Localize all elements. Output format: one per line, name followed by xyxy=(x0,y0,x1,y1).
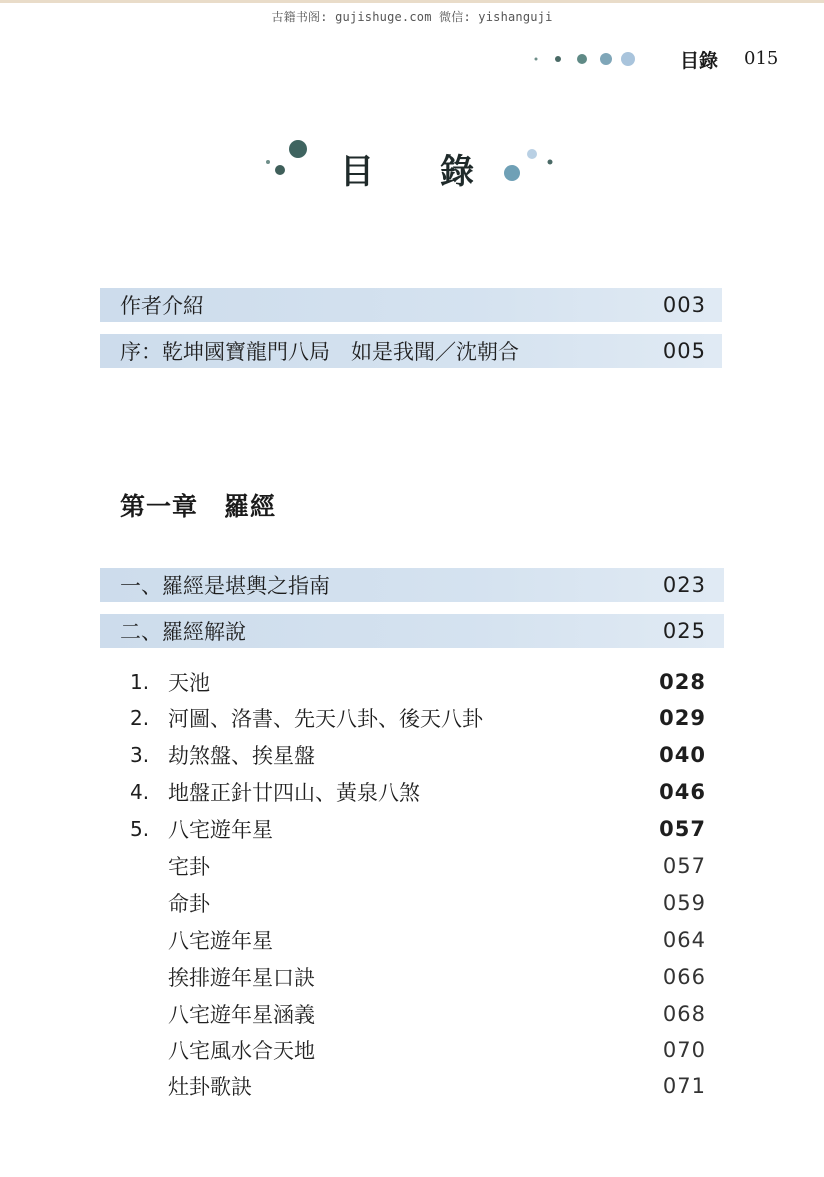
toc-item-number: 3. xyxy=(130,743,150,767)
toc-item-page: 040 xyxy=(659,743,706,767)
header-dots-decoration xyxy=(530,48,650,70)
toc-subitem-title: 八宅風水合天地 xyxy=(168,1039,315,1063)
toc-item[interactable] xyxy=(130,814,706,844)
toc-subitem[interactable] xyxy=(168,851,706,881)
toc-subitem-page: 059 xyxy=(662,891,706,915)
title-char-1: 目 xyxy=(340,152,374,192)
watermark: 古籍书阁: gujishuge.com 微信: yishanguji xyxy=(271,10,553,24)
toc-item-page: 029 xyxy=(659,706,706,730)
toc-item-title: 八宅遊年星 xyxy=(168,818,273,842)
toc-subitem-title: 八宅遊年星涵義 xyxy=(168,1003,315,1027)
running-page-number: 015 xyxy=(744,48,779,69)
top-border xyxy=(0,0,824,3)
toc-subitem-title: 命卦 xyxy=(168,892,210,916)
toc-entry-page: 003 xyxy=(662,293,706,317)
toc-item-number: 5. xyxy=(130,817,150,841)
toc-subitem-page: 070 xyxy=(662,1038,706,1062)
toc-subitem-title: 灶卦歌訣 xyxy=(168,1075,252,1099)
toc-subitem-page: 071 xyxy=(662,1074,706,1098)
page-title xyxy=(260,132,560,192)
toc-entry-title: 二、羅經解說 xyxy=(120,620,246,644)
toc-item-title: 天池 xyxy=(168,671,210,695)
toc-entry-title: 序：乾坤國寶龍門八局 如是我聞／沈朝合 xyxy=(120,340,519,364)
toc-subitem-title: 挨排遊年星口訣 xyxy=(168,966,315,990)
toc-entry[interactable] xyxy=(120,614,706,648)
toc-item[interactable] xyxy=(130,667,706,697)
toc-subitem-page: 068 xyxy=(662,1002,706,1026)
toc-subitem[interactable] xyxy=(168,962,706,992)
toc-subitem-page: 057 xyxy=(662,854,706,878)
toc-subitem-title: 宅卦 xyxy=(168,855,210,879)
toc-item-title: 河圖、洛書、先天八卦、後天八卦 xyxy=(168,707,483,731)
toc-item[interactable] xyxy=(130,740,706,770)
toc-item-number: 1. xyxy=(130,670,150,694)
toc-subitem-page: 066 xyxy=(662,965,706,989)
toc-item-page: 028 xyxy=(659,670,706,694)
running-title: 目錄 xyxy=(680,50,719,72)
toc-item-number: 4. xyxy=(130,780,150,804)
toc-entry-page: 025 xyxy=(662,619,706,643)
toc-item-page: 046 xyxy=(659,780,706,804)
toc-item[interactable] xyxy=(130,703,706,733)
toc-entry-page: 023 xyxy=(662,573,706,597)
toc-entry-title: 作者介紹 xyxy=(120,294,204,318)
toc-subitem[interactable] xyxy=(168,925,706,955)
toc-entry[interactable] xyxy=(120,334,706,368)
toc-subitem[interactable] xyxy=(168,1071,706,1101)
toc-item-title: 地盤正針廿四山、黃泉八煞 xyxy=(168,781,420,805)
toc-item-title: 劫煞盤、挨星盤 xyxy=(168,744,315,768)
toc-entry[interactable] xyxy=(120,568,706,602)
toc-entry-title: 一、羅經是堪輿之指南 xyxy=(120,574,330,598)
title-dots-decoration xyxy=(260,132,560,192)
toc-item-number: 2. xyxy=(130,706,150,730)
toc-item-page: 057 xyxy=(659,817,706,841)
toc-subitem[interactable] xyxy=(168,888,706,918)
title-char-2: 錄 xyxy=(440,152,474,192)
toc-entry-page: 005 xyxy=(662,339,706,363)
toc-subitem[interactable] xyxy=(168,999,706,1029)
toc-subitem-page: 064 xyxy=(662,928,706,952)
toc-item[interactable] xyxy=(130,777,706,807)
toc-subitem-title: 八宅遊年星 xyxy=(168,929,273,953)
toc-entry[interactable] xyxy=(120,288,706,322)
chapter-heading: 第一章 羅經 xyxy=(120,492,277,521)
toc-subitem[interactable] xyxy=(168,1035,706,1065)
